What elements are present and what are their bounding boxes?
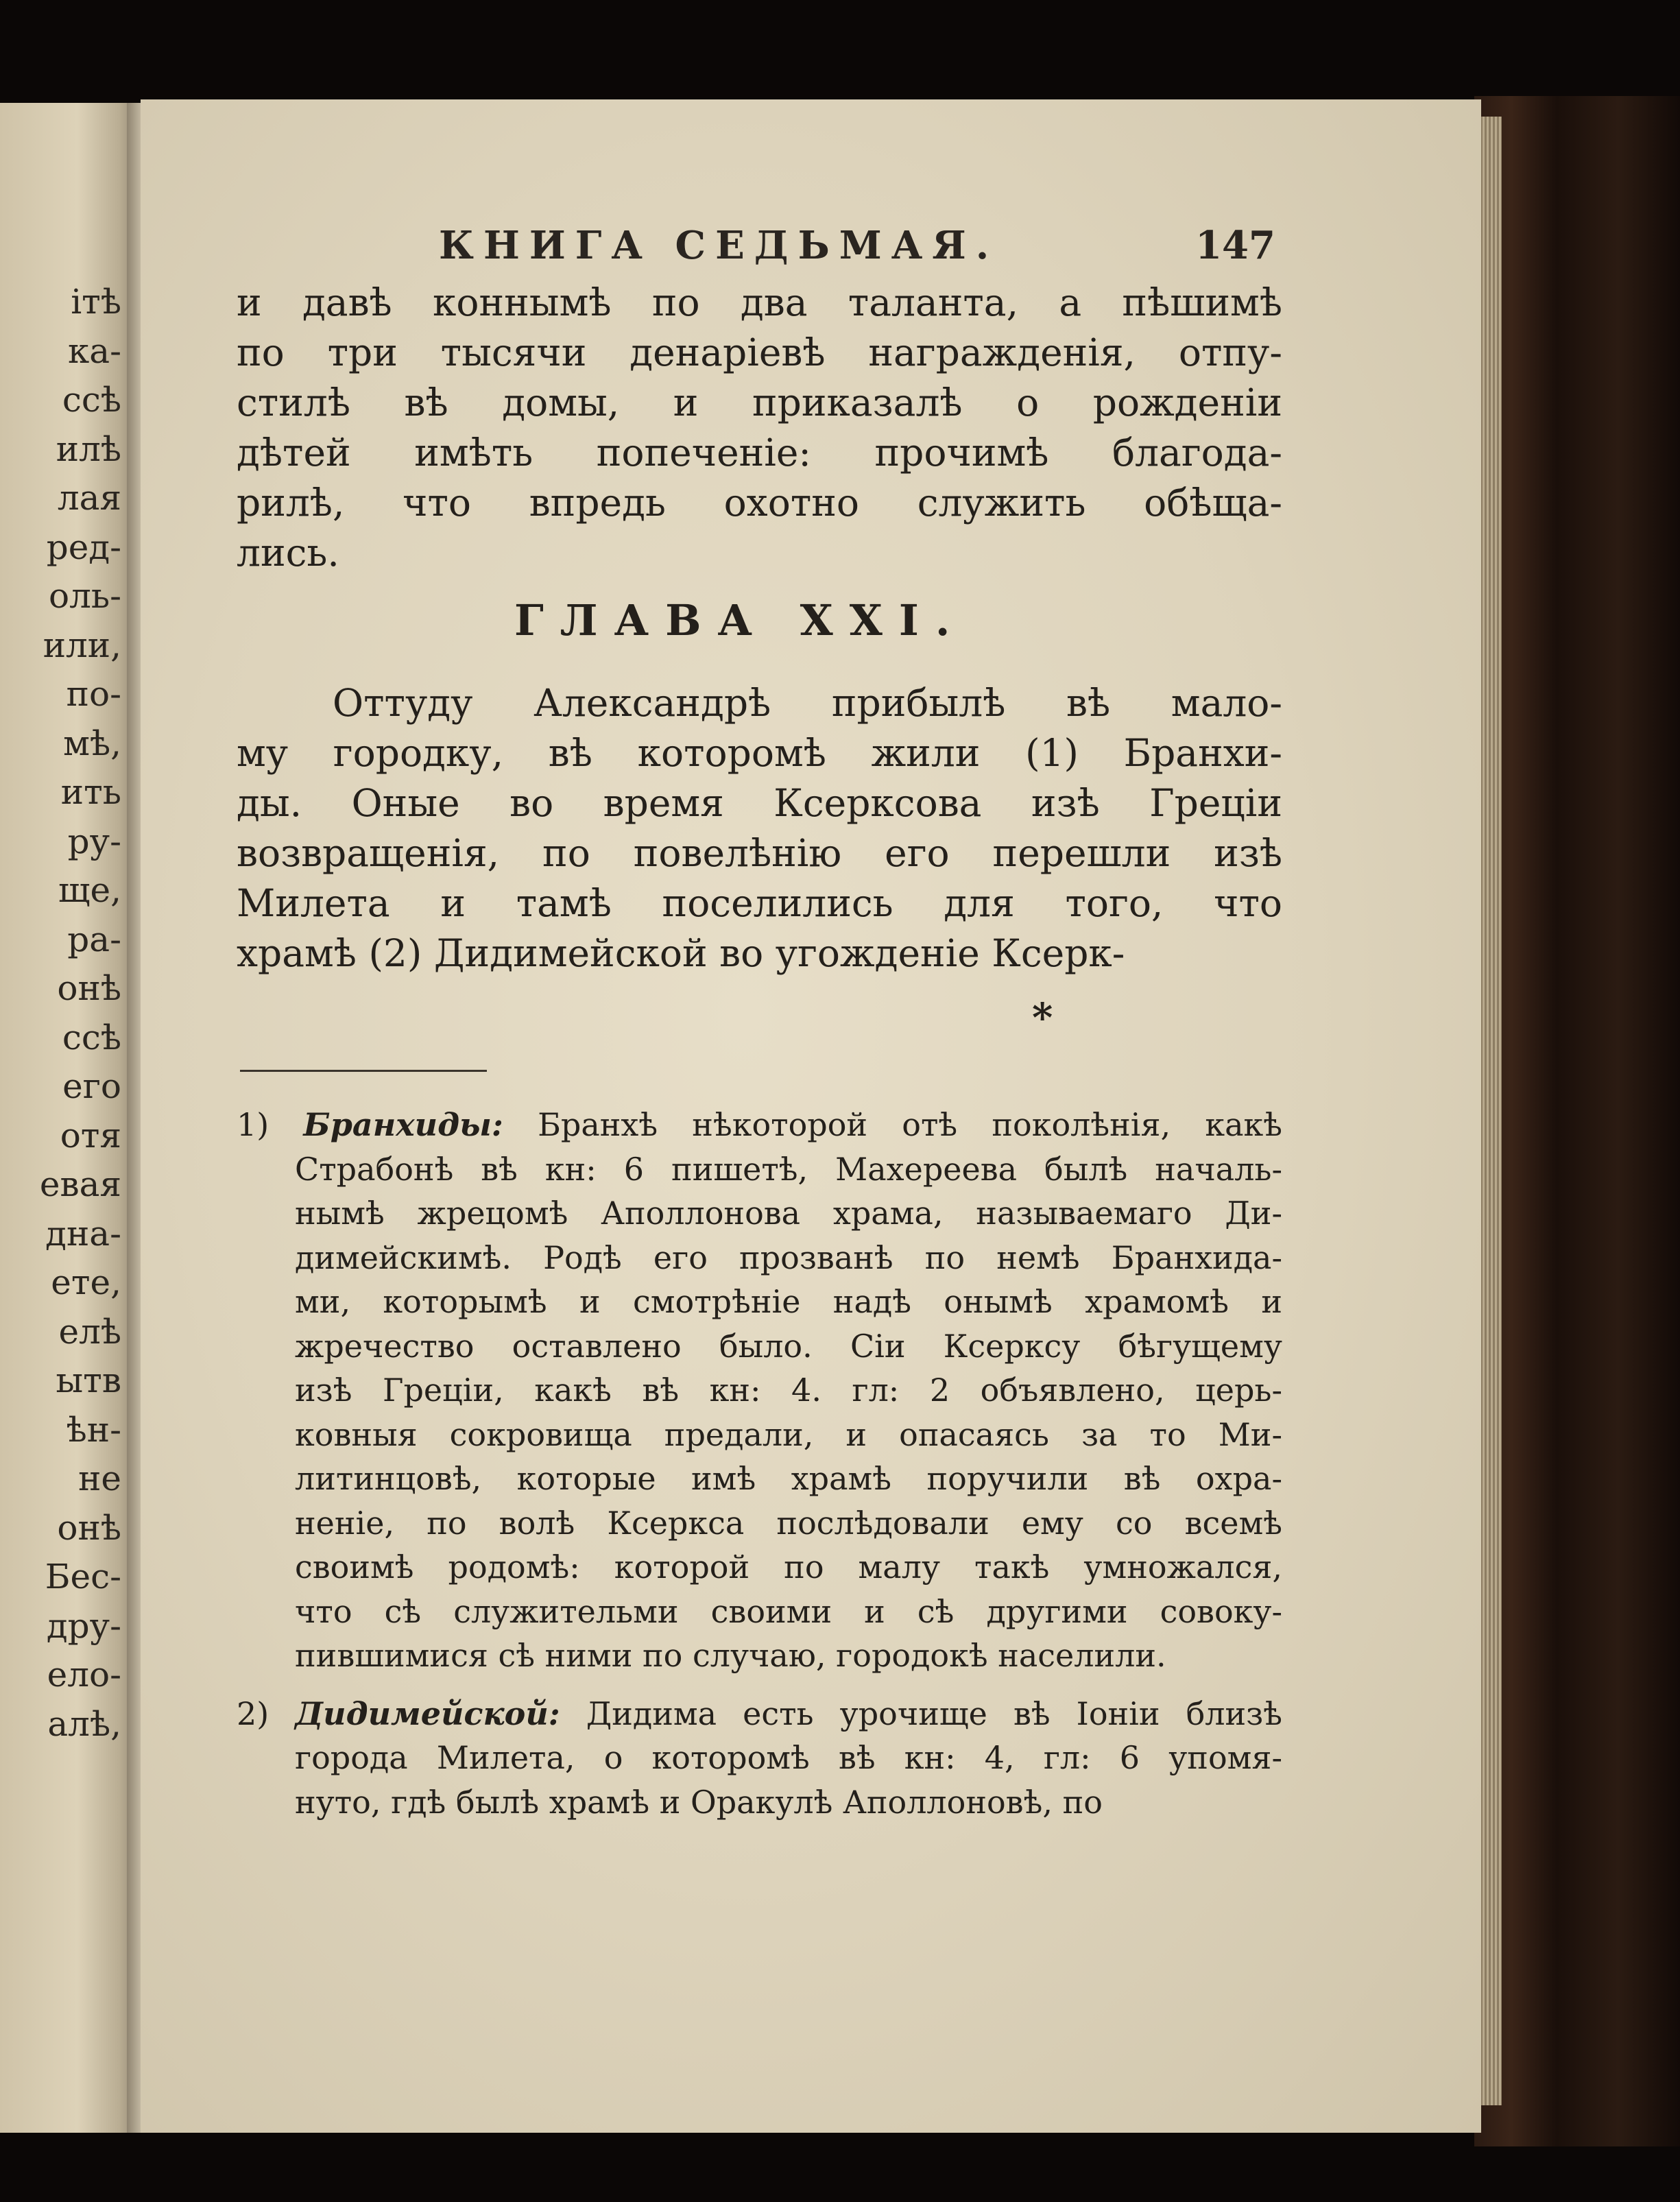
left-page-fragment: илѣ (56, 429, 121, 469)
text-line: Оттуду Александрѣ прибылѣ вѣ мало- (333, 681, 1282, 725)
text-line: дѣтей имѣть попеченіе: прочимѣ благода- (237, 431, 1282, 475)
book-cover-edge (1474, 96, 1680, 2146)
footnote-2 (237, 1692, 1282, 1825)
page-header (439, 223, 1275, 278)
left-page-fragment: ітѣ (71, 282, 121, 322)
text-line: стилѣ вѣ домы, и приказалѣ о рожденіи (237, 381, 1282, 424)
text-line: лись. (237, 531, 339, 575)
footnote-line: Страбонѣ вѣ кн: 6 пишетѣ, Махереева былѣ началь- (295, 1150, 1282, 1188)
left-page-fragment: ѣн- (66, 1409, 121, 1450)
left-page-fragment: Бес- (45, 1557, 121, 1596)
footnote-line: нуто, гдѣ былѣ храмѣ и Оракулѣ Аполлоновѣ, по (295, 1783, 1103, 1821)
left-page-fragment: не (78, 1459, 121, 1498)
left-page-fragment: лая (57, 478, 121, 518)
left-page-fragment: онѣ (57, 1507, 121, 1548)
left-page-fragment: ще, (58, 870, 121, 910)
text-line: храмѣ (2) Дидимейской во угожденіе Ксерк- (237, 931, 1125, 975)
footnote-line: литинцовѣ, которые имѣ храмѣ поручили вѣ охра- (295, 1460, 1282, 1497)
footnote-rule (240, 1070, 487, 1072)
left-page-text-fragments (0, 278, 127, 1749)
chapter-heading: ГЛАВА XXI. (514, 595, 967, 645)
running-title: КНИГА СЕДЬМАЯ. (439, 223, 999, 268)
left-page-fragment: ить (60, 772, 121, 812)
footnote-marker: 2) (237, 1695, 269, 1732)
left-page-fragment: елѣ (58, 1311, 121, 1352)
left-page-fragment: ру- (67, 821, 121, 861)
text-line: Милета и тамѣ поселились для того, что (237, 881, 1282, 925)
text-line: ды. Оные во время Ксерксова изѣ Греціи (237, 781, 1282, 825)
footnote-1 (237, 1103, 1282, 1678)
left-page-fragment: дна- (45, 1213, 121, 1254)
footnote-first-line (237, 1103, 1282, 1147)
left-page-fragment: отя (60, 1115, 121, 1156)
page-number: 147 (1195, 223, 1275, 268)
footnote-line: неніе, по волѣ Ксеркса послѣдовали ему со всемѣ (295, 1504, 1282, 1542)
paragraph-1 (237, 278, 1282, 578)
footnote-first-line-text: Дидима есть урочище вѣ Іоніи близѣ (586, 1695, 1282, 1732)
footnote-first-line (237, 1692, 1282, 1736)
left-page-fragment: его (62, 1066, 121, 1106)
left-page-fragment: алѣ, (47, 1703, 121, 1744)
left-page-fragment: или, (43, 625, 121, 665)
left-page-fragment: оль- (49, 576, 121, 616)
signature-mark: * (1032, 994, 1053, 1041)
footnote-line: что сѣ служительми своими и сѣ другими совоку- (295, 1592, 1282, 1630)
left-page-fragment: ка- (68, 331, 121, 371)
left-page-fragment: ете, (51, 1262, 121, 1302)
footnote-term: Дидимейской: (295, 1695, 560, 1732)
footnote-line: пившимися сѣ ними по случаю, городокѣ населили. (295, 1637, 1166, 1674)
footnote-line: жречество оставлено было. Сіи Ксерксу бѣгущему (295, 1327, 1282, 1365)
text-line: му городку, вѣ которомѣ жили (1) Бранхи- (237, 731, 1282, 775)
footnote-line: ковныя сокровища предали, и опасаясь за то Ми- (295, 1415, 1282, 1453)
footnote-first-line-text: Бранхѣ нѣкоторой отѣ поколѣнія, какѣ (538, 1106, 1282, 1143)
footnote-line: своимѣ родомѣ: которой по малу такѣ умножался, (295, 1548, 1282, 1585)
left-page-fragment: ытв (56, 1361, 121, 1400)
text-line: рилѣ, что впредь охотно служить обѣща- (237, 481, 1282, 525)
text-line: возвращенія, по повелѣнію его перешли изѣ (237, 831, 1282, 875)
footnote-line: нымѣ жрецомѣ Аполлонова храма, называемаго Ди- (295, 1195, 1282, 1232)
left-page-fragment: евая (39, 1164, 121, 1204)
footnote-line: ми, которымѣ и смотрѣніе надѣ онымѣ храмомѣ и (295, 1283, 1282, 1320)
left-page-fragment: ра- (67, 919, 121, 959)
text-line: по три тысячи денаріевѣ награжденія, отпу- (237, 331, 1282, 374)
paragraph-2 (237, 675, 1282, 976)
footnote-line: изѣ Греціи, какѣ вѣ кн: 4. гл: 2 объявлено, церь- (295, 1372, 1282, 1409)
left-page-fragment: по- (66, 674, 121, 714)
footnote-marker: 1) (237, 1106, 269, 1143)
left-page-fragment: ссѣ (62, 380, 121, 420)
footnotes (237, 1103, 1282, 1824)
footnote-term: Бранхиды: (303, 1106, 503, 1143)
left-page-fragment: ссѣ (62, 1017, 121, 1057)
left-page-fragment: мѣ, (63, 723, 121, 763)
left-page-fragment: онѣ (57, 968, 121, 1008)
left-page-fragment: ред- (46, 527, 121, 567)
footnote-line: димейскимѣ. Родѣ его прозванѣ по немѣ Бранхида- (295, 1238, 1282, 1276)
footnote-line: города Милета, о которомѣ вѣ кн: 4, гл: 6 упомя- (295, 1739, 1282, 1776)
text-line: и давѣ коннымѣ по два таланта, а пѣшимѣ (237, 280, 1282, 324)
left-page-fragment: дру- (46, 1605, 121, 1646)
left-page-fragment: ело- (47, 1655, 121, 1695)
